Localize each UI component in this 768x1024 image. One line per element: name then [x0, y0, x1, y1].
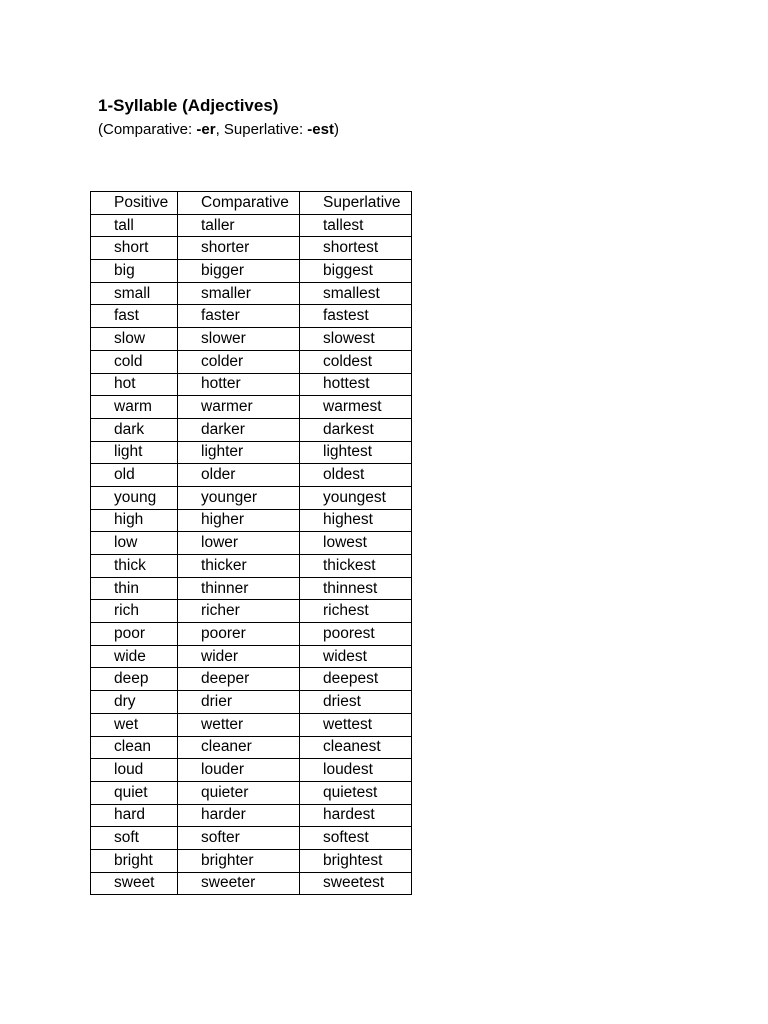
table-row [91, 214, 412, 237]
superlative-suffix: -est [307, 121, 334, 138]
cell-positive: thin [91, 577, 178, 600]
cell-positive: young [91, 486, 178, 509]
cell-comparative: smaller [178, 282, 300, 305]
cell-positive: deep [91, 668, 178, 691]
cell-positive: bright [91, 849, 178, 872]
table-row [91, 713, 412, 736]
table-row [91, 532, 412, 555]
table-header [91, 192, 412, 215]
table-body [91, 214, 412, 895]
subtitle-middle: , Superlative: [215, 121, 308, 138]
cell-superlative: quietest [300, 781, 412, 804]
cell-comparative: drier [178, 691, 300, 714]
cell-superlative: sweetest [300, 872, 412, 895]
cell-positive: poor [91, 623, 178, 646]
cell-superlative: shortest [300, 237, 412, 260]
cell-positive: soft [91, 827, 178, 850]
cell-positive: hot [91, 373, 178, 396]
cell-comparative: quieter [178, 781, 300, 804]
cell-superlative: lowest [300, 532, 412, 555]
table-row [91, 328, 412, 351]
cell-positive: slow [91, 328, 178, 351]
cell-superlative: hottest [300, 373, 412, 396]
table-row [91, 237, 412, 260]
cell-superlative: deepest [300, 668, 412, 691]
table-row [91, 509, 412, 532]
table-row [91, 645, 412, 668]
cell-comparative: cleaner [178, 736, 300, 759]
cell-superlative: wettest [300, 713, 412, 736]
cell-comparative: thinner [178, 577, 300, 600]
cell-superlative: richest [300, 600, 412, 623]
cell-comparative: brighter [178, 849, 300, 872]
cell-comparative: softer [178, 827, 300, 850]
cell-positive: wet [91, 713, 178, 736]
table-row [91, 781, 412, 804]
table-row [91, 486, 412, 509]
cell-superlative: darkest [300, 418, 412, 441]
cell-comparative: deeper [178, 668, 300, 691]
adjective-table [90, 191, 412, 895]
cell-superlative: hardest [300, 804, 412, 827]
table-row [91, 305, 412, 328]
cell-superlative: driest [300, 691, 412, 714]
cell-positive: low [91, 532, 178, 555]
cell-positive: dry [91, 691, 178, 714]
cell-positive: dark [91, 418, 178, 441]
table-row [91, 759, 412, 782]
cell-positive: loud [91, 759, 178, 782]
cell-positive: sweet [91, 872, 178, 895]
cell-superlative: warmest [300, 396, 412, 419]
cell-comparative: shorter [178, 237, 300, 260]
cell-positive: small [91, 282, 178, 305]
cell-comparative: faster [178, 305, 300, 328]
cell-superlative: softest [300, 827, 412, 850]
cell-comparative: younger [178, 486, 300, 509]
table-row [91, 373, 412, 396]
cell-comparative: darker [178, 418, 300, 441]
cell-superlative: thinnest [300, 577, 412, 600]
table-row [91, 849, 412, 872]
cell-superlative: biggest [300, 260, 412, 283]
cell-comparative: lower [178, 532, 300, 555]
cell-comparative: sweeter [178, 872, 300, 895]
cell-positive: rich [91, 600, 178, 623]
table-row [91, 577, 412, 600]
cell-comparative: wetter [178, 713, 300, 736]
cell-comparative: richer [178, 600, 300, 623]
subtitle-open: (Comparative: [98, 121, 197, 138]
cell-superlative: brightest [300, 849, 412, 872]
cell-comparative: higher [178, 509, 300, 532]
header-positive: Positive [91, 192, 178, 215]
table-row [91, 668, 412, 691]
cell-positive: tall [91, 214, 178, 237]
table-row [91, 464, 412, 487]
cell-positive: big [91, 260, 178, 283]
cell-superlative: widest [300, 645, 412, 668]
table-row [91, 282, 412, 305]
table-row [91, 396, 412, 419]
cell-comparative: poorer [178, 623, 300, 646]
table-row [91, 691, 412, 714]
table-row [91, 350, 412, 373]
cell-superlative: smallest [300, 282, 412, 305]
cell-superlative: tallest [300, 214, 412, 237]
cell-positive: thick [91, 555, 178, 578]
cell-comparative: colder [178, 350, 300, 373]
cell-comparative: wider [178, 645, 300, 668]
cell-positive: quiet [91, 781, 178, 804]
cell-comparative: taller [178, 214, 300, 237]
cell-positive: clean [91, 736, 178, 759]
header-row [91, 192, 412, 215]
cell-superlative: slowest [300, 328, 412, 351]
table-row [91, 623, 412, 646]
subtitle-close: ) [333, 121, 339, 138]
cell-superlative: lightest [300, 441, 412, 464]
cell-positive: old [91, 464, 178, 487]
table-row [91, 555, 412, 578]
cell-positive: wide [91, 645, 178, 668]
cell-positive: light [91, 441, 178, 464]
cell-superlative: poorest [300, 623, 412, 646]
cell-superlative: highest [300, 509, 412, 532]
cell-comparative: lighter [178, 441, 300, 464]
table-row [91, 736, 412, 759]
table-row [91, 804, 412, 827]
cell-comparative: slower [178, 328, 300, 351]
cell-positive: cold [91, 350, 178, 373]
table-row [91, 260, 412, 283]
table-row [91, 827, 412, 850]
cell-superlative: fastest [300, 305, 412, 328]
comparative-suffix: -er [196, 121, 216, 138]
page-title: 1-Syllable (Adjectives) [98, 96, 279, 115]
cell-superlative: oldest [300, 464, 412, 487]
cell-positive: high [91, 509, 178, 532]
cell-superlative: youngest [300, 486, 412, 509]
table-row [91, 872, 412, 895]
cell-superlative: coldest [300, 350, 412, 373]
header-superlative: Superlative [300, 192, 412, 215]
cell-positive: short [91, 237, 178, 260]
header-comparative: Comparative [178, 192, 300, 215]
cell-comparative: louder [178, 759, 300, 782]
table-row [91, 600, 412, 623]
table-row [91, 418, 412, 441]
cell-comparative: older [178, 464, 300, 487]
cell-comparative: warmer [178, 396, 300, 419]
cell-superlative: loudest [300, 759, 412, 782]
cell-positive: warm [91, 396, 178, 419]
cell-positive: hard [91, 804, 178, 827]
cell-comparative: hotter [178, 373, 300, 396]
cell-comparative: thicker [178, 555, 300, 578]
cell-comparative: harder [178, 804, 300, 827]
cell-superlative: thickest [300, 555, 412, 578]
rule-subtitle [98, 120, 339, 140]
cell-comparative: bigger [178, 260, 300, 283]
table-row [91, 441, 412, 464]
cell-superlative: cleanest [300, 736, 412, 759]
cell-positive: fast [91, 305, 178, 328]
